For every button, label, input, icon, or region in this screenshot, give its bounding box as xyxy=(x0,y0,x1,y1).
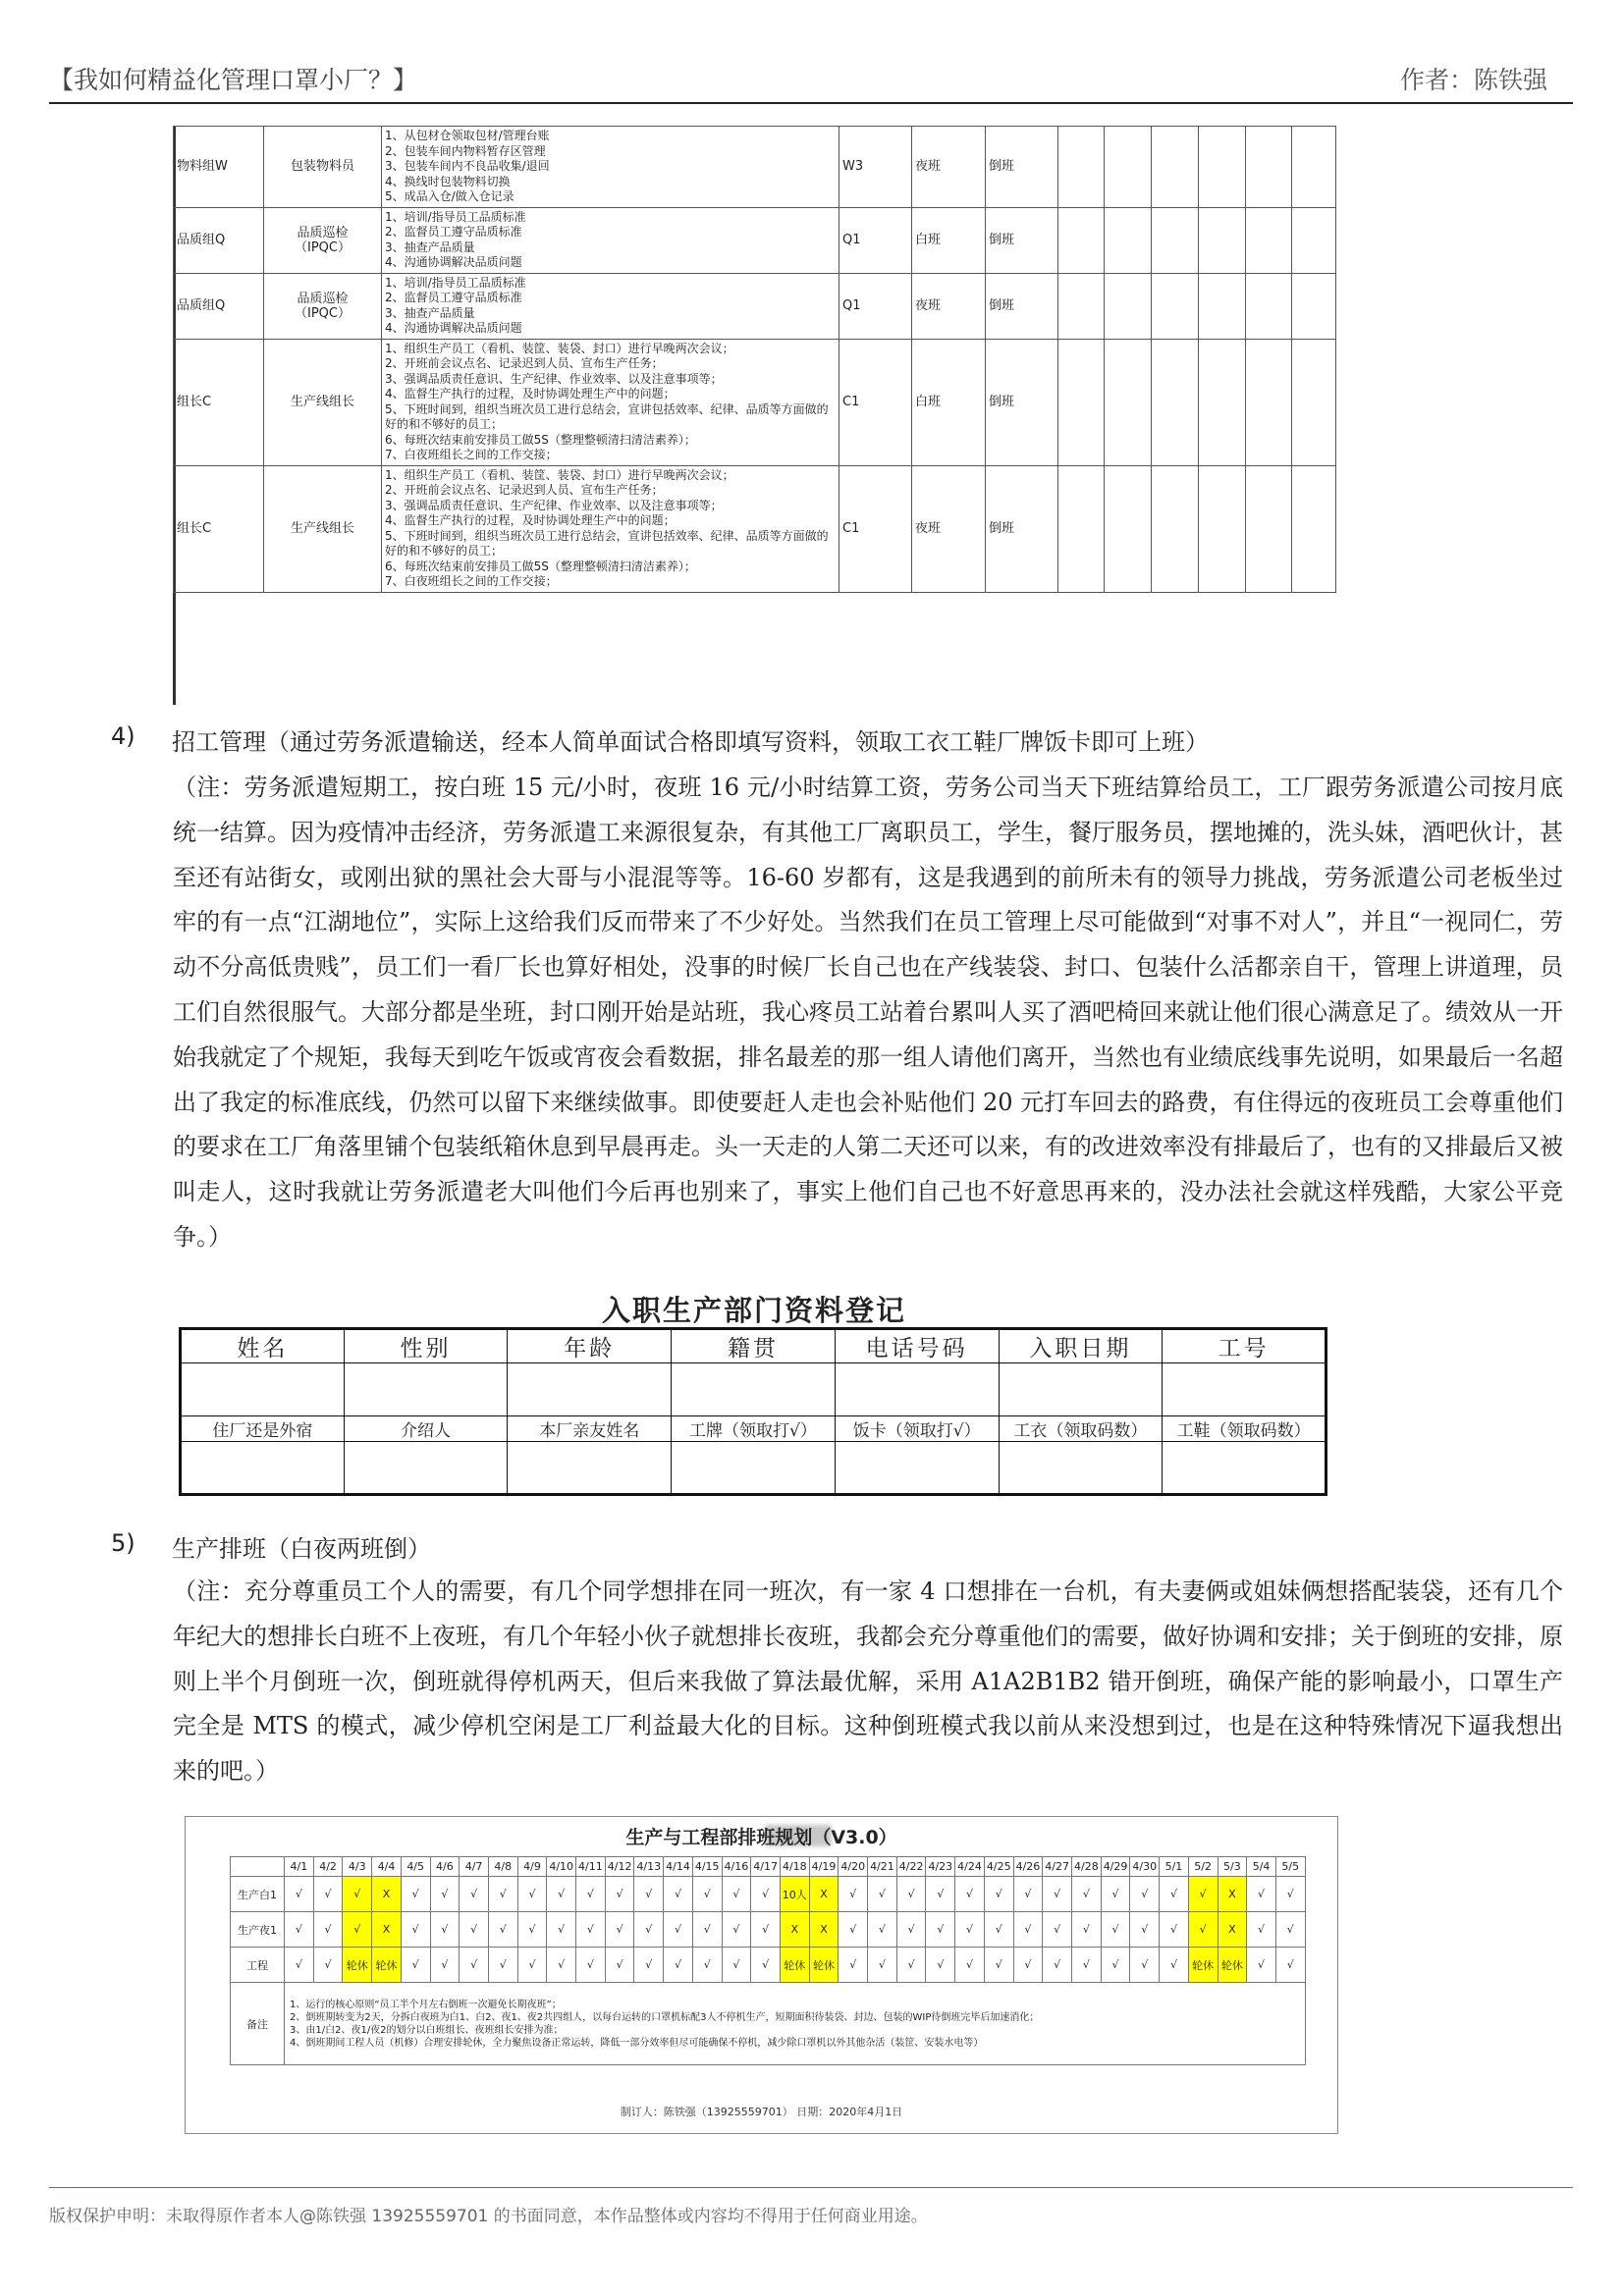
schedule-title: 生产与工程部排班规划（V3.0） xyxy=(625,1827,897,1848)
schedule-cell: √ xyxy=(839,1948,868,1983)
form-column-header: 姓名 xyxy=(181,1329,345,1363)
code-cell: W3 xyxy=(839,127,912,208)
schedule-cell: √ xyxy=(1043,1948,1072,1983)
schedule-cell: √ xyxy=(868,1877,897,1912)
schedule-cell: √ xyxy=(576,1877,606,1912)
rotate-cell: 倒班 xyxy=(986,127,1058,208)
empty-cell xyxy=(1058,339,1105,465)
group-cell: 品质组Q xyxy=(174,273,264,339)
form-blank-cell xyxy=(999,1442,1163,1495)
duty-line: 3、抽查产品质量 xyxy=(385,305,475,320)
schedule-cell: √ xyxy=(1188,1912,1218,1948)
schedule-date-row xyxy=(231,1857,1306,1877)
form-header-row xyxy=(181,1329,1326,1363)
schedule-date: 4/28 xyxy=(1071,1857,1101,1877)
schedule-date: 4/22 xyxy=(896,1857,926,1877)
form-column-header: 工号 xyxy=(1163,1329,1326,1363)
document-title: 【我如何精益化管理口罩小厂？】 xyxy=(49,66,418,94)
schedule-cell: √ xyxy=(722,1948,751,1983)
schedule-cell: √ xyxy=(984,1912,1013,1948)
schedule-date: 4/21 xyxy=(868,1857,897,1877)
code-cell: C1 xyxy=(839,465,912,592)
schedule-note-line: 1、运行的核心原则“员工半个月左右倒班一次避免长期夜班”； xyxy=(290,1999,562,2010)
schedule-date: 5/1 xyxy=(1160,1857,1189,1877)
form-blank-cell xyxy=(835,1363,999,1416)
schedule-cell: √ xyxy=(984,1877,1013,1912)
schedule-date: 4/1 xyxy=(285,1857,314,1877)
schedule-cell: √ xyxy=(1071,1948,1101,1983)
empty-cell xyxy=(1058,273,1105,339)
rotate-cell: 倒班 xyxy=(986,207,1058,273)
empty-cell xyxy=(1246,207,1292,273)
schedule-cell: √ xyxy=(926,1948,955,1983)
schedule-cell: √ xyxy=(313,1948,343,1983)
schedule-cell: √ xyxy=(722,1912,751,1948)
schedule-date: 4/13 xyxy=(634,1857,664,1877)
schedule-cell: √ xyxy=(868,1912,897,1948)
schedule-cell: √ xyxy=(926,1912,955,1948)
schedule-date: 4/9 xyxy=(517,1857,547,1877)
schedule-cell: √ xyxy=(1275,1948,1305,1983)
schedule-date: 4/29 xyxy=(1101,1857,1130,1877)
section-number: 5) xyxy=(111,1529,135,1557)
section-title: 生产排班（白夜两班倒） xyxy=(172,1535,431,1563)
schedule-cell: √ xyxy=(751,1948,781,1983)
form-blank-cell xyxy=(999,1363,1163,1416)
role-cell: 包装物料员 xyxy=(264,127,382,208)
schedule-note-line: 2、倒班期转变为2天，分拆白夜班为白1、白2、夜1、夜2共四组人，以每台运转的口罩机标配3人不停机生产，短期面积待装袋、封边、包装的WIP待倒班完毕后加速消化； xyxy=(290,2011,1040,2023)
schedule-cell: √ xyxy=(896,1877,926,1912)
form-column-header: 工衣（领取码数） xyxy=(999,1416,1163,1442)
schedule-cell: √ xyxy=(1013,1912,1043,1948)
schedule-cell: √ xyxy=(547,1877,576,1912)
schedule-date: 4/15 xyxy=(692,1857,722,1877)
schedule-cell: √ xyxy=(896,1912,926,1948)
empty-cell xyxy=(1058,127,1105,208)
schedule-date: 4/14 xyxy=(664,1857,693,1877)
schedule-cell: √ xyxy=(1160,1912,1189,1948)
schedule-date: 4/26 xyxy=(1013,1857,1043,1877)
duty-line: 1、组织生产员工（看机、装筐、装袋、封口）进行早晚两次会议； xyxy=(385,467,734,482)
schedule-row-label: 工程 xyxy=(231,1948,285,1983)
schedule-cell: √ xyxy=(1247,1948,1276,1983)
duty-line: 4、监督生产执行的过程，及时协调处理生产中的问题； xyxy=(385,387,676,400)
duty-line: 4、沟通协调解决品质问题 xyxy=(385,255,522,269)
duty-line: 1、组织生产员工（看机、装筐、装袋、封口）进行早晚两次会议； xyxy=(385,341,734,355)
schedule-cell: √ xyxy=(751,1912,781,1948)
schedule-cell: √ xyxy=(1101,1948,1130,1983)
schedule-cell: √ xyxy=(285,1877,314,1912)
empty-cell xyxy=(1199,465,1246,592)
schedule-notes-row xyxy=(231,1983,1306,2065)
role-cell: 品质巡检 （IPQC） xyxy=(264,273,382,339)
schedule-cell: √ xyxy=(285,1912,314,1948)
form-blank-cell xyxy=(672,1363,836,1416)
empty-cell xyxy=(1292,207,1336,273)
schedule-cell: √ xyxy=(460,1877,489,1912)
page-header xyxy=(49,61,1573,104)
schedule-cell: √ xyxy=(313,1912,343,1948)
schedule-cell: √ xyxy=(1071,1877,1101,1912)
schedule-notes-label: 备注 xyxy=(231,1983,285,2065)
document-author: 作者：陈铁强 xyxy=(1399,66,1547,94)
schedule-cell: √ xyxy=(1101,1912,1130,1948)
form-column-header: 入职日期 xyxy=(999,1329,1163,1363)
role-cell: 生产线组长 xyxy=(264,339,382,465)
form-blank-cell xyxy=(1163,1363,1326,1416)
duty-line: 1、培训/指导员工品质标准 xyxy=(385,275,526,290)
empty-cell xyxy=(1105,465,1152,592)
schedule-date: 5/5 xyxy=(1275,1857,1305,1877)
schedule-cell: √ xyxy=(547,1948,576,1983)
duty-line: 5、成品入仓/做入仓记录 xyxy=(385,189,514,203)
schedule-cell: √ xyxy=(460,1948,489,1983)
empty-cell xyxy=(1199,127,1246,208)
schedule-cell: 轮休 xyxy=(780,1948,809,1983)
duties-cell xyxy=(382,207,839,273)
schedule-row xyxy=(231,1877,1306,1912)
schedule-cell: √ xyxy=(1275,1877,1305,1912)
empty-cell xyxy=(1246,127,1292,208)
schedule-cell: √ xyxy=(692,1877,722,1912)
group-cell: 品质组Q xyxy=(174,207,264,273)
schedule-date: 4/17 xyxy=(751,1857,781,1877)
schedule-cell: √ xyxy=(343,1877,372,1912)
schedule-cell: √ xyxy=(1275,1912,1305,1948)
schedule-date: 5/2 xyxy=(1188,1857,1218,1877)
shift-cell: 夜班 xyxy=(912,273,986,339)
group-cell: 物料组W xyxy=(174,127,264,208)
schedule-cell: √ xyxy=(664,1912,693,1948)
empty-cell xyxy=(1292,273,1336,339)
schedule-cell: √ xyxy=(1247,1912,1276,1948)
duty-line: 1、培训/指导员工品质标准 xyxy=(385,209,526,224)
empty-cell xyxy=(1105,273,1152,339)
schedule-cell: √ xyxy=(1043,1877,1072,1912)
group-cell: 组长C xyxy=(174,465,264,592)
empty-cell xyxy=(1152,273,1199,339)
form-entry-row xyxy=(181,1363,1326,1416)
empty-cell xyxy=(1105,207,1152,273)
schedule-cell: X xyxy=(809,1912,839,1948)
schedule-cell: √ xyxy=(401,1877,430,1912)
schedule-cell: 轮休 xyxy=(343,1948,372,1983)
duty-line: 2、开班前会议点名、记录迟到人员、宣布生产任务； xyxy=(385,356,664,370)
schedule-cell: √ xyxy=(517,1877,547,1912)
empty-cell xyxy=(1246,465,1292,592)
duty-line: 3、包装车间内不良品收集/退回 xyxy=(385,159,550,173)
empty-cell xyxy=(1199,273,1246,339)
duty-line: 1、从包材仓领取包材/管理台账 xyxy=(385,129,550,142)
empty-cell xyxy=(1246,273,1292,339)
schedule-cell: √ xyxy=(1130,1948,1160,1983)
schedule-date: 4/11 xyxy=(576,1857,606,1877)
schedule-row-label: 生产白1 xyxy=(231,1877,285,1912)
form-blank-cell xyxy=(181,1363,345,1416)
empty-cell xyxy=(1152,339,1199,465)
schedule-cell: 轮休 xyxy=(1218,1948,1247,1983)
schedule-cell: 轮休 xyxy=(1188,1948,1218,1983)
duty-line: 6、每班次结束前安排员工做5S（整理整顿清扫清洁素养）； xyxy=(385,432,696,447)
schedule-footer: 制订人：陈铁强（13925559701） 日期：2020年4月1日 xyxy=(620,2106,903,2118)
schedule-date: 4/25 xyxy=(984,1857,1013,1877)
schedule-note-line: 4、倒班期间工程人员（机修）合理安排轮休，全力聚焦设备正常运转，降低一部分效率但尽可能确保不停机，减少除口罩机以外其他杂活（装筐、安装水电等） xyxy=(290,2037,984,2049)
schedule-cell: √ xyxy=(488,1948,517,1983)
empty-cell xyxy=(1292,127,1336,208)
rotate-cell: 倒班 xyxy=(986,273,1058,339)
schedule-cell: √ xyxy=(576,1948,606,1983)
group-cell: 组长C xyxy=(174,339,264,465)
duty-line: 2、包装车间内物料暂存区管理 xyxy=(385,143,546,158)
schedule-note-line: 3、由1/白2、夜1/夜2的划分以白班组长、夜班组长安排为准； xyxy=(290,2024,564,2036)
schedule-cell: √ xyxy=(1013,1877,1043,1912)
schedule-cell: √ xyxy=(401,1912,430,1948)
schedule-cell: √ xyxy=(692,1912,722,1948)
schedule-date: 4/6 xyxy=(430,1857,460,1877)
form-blank-cell xyxy=(344,1442,508,1495)
schedule-cell: √ xyxy=(605,1912,634,1948)
empty-cell xyxy=(1246,339,1292,465)
duty-line: 4、监督生产执行的过程，及时协调处理生产中的问题； xyxy=(385,513,676,527)
rotate-cell: 倒班 xyxy=(986,465,1058,592)
form-column-header: 本厂亲友姓名 xyxy=(508,1416,672,1442)
schedule-cell: √ xyxy=(1188,1877,1218,1912)
shift-schedule-image xyxy=(185,1816,1338,2134)
section-5-body: （注：充分尊重员工个人的需要，有几个同学想排在同一班次，有一家 4 口想排在一台机，有夫妻俩或姐妹俩想搭配装袋，还有几个年纪大的想排长白班不上夜班，有几个年轻小伙子就想排长夜班，我都会充分尊重他们的需要，做好协调和安排；关于倒班的安排，原则上半个月倒班一次，倒班就得停机两天，但后来我做了算法最优解，采用 A1A2B1B2 错开倒班，确保产能的影响最小，口罩生产完全是 MTS 的模式，减少停机空闲是工厂利益最大化的目标。这种倒班模式我以前从来没想到过，也是在这种特殊情况下逼我想出来的吧。） xyxy=(173,1577,1563,1786)
role-cell: 品质巡检 （IPQC） xyxy=(264,207,382,273)
duty-line: 2、监督员工遵守品质标准 xyxy=(385,225,522,239)
schedule-date: 4/12 xyxy=(605,1857,634,1877)
schedule-cell: √ xyxy=(517,1948,547,1983)
code-cell: Q1 xyxy=(839,207,912,273)
schedule-row-label: 生产夜1 xyxy=(231,1912,285,1948)
schedule-cell: √ xyxy=(634,1912,664,1948)
shift-cell: 白班 xyxy=(912,207,986,273)
schedule-cell: √ xyxy=(634,1877,664,1912)
schedule-cell: √ xyxy=(926,1877,955,1912)
schedule-date: 4/5 xyxy=(401,1857,430,1877)
section-4-body: （注：劳务派遣短期工，按白班 15 元/小时，夜班 16 元/小时结算工资，劳务公司当天下班结算给员工，工厂跟劳务派遣公司按月底统一结算。因为疫情冲击经济，劳务派遣工来源很复杂，有其他工厂离职员工，学生，餐厅服务员，摆地摊的，洗头妹，酒吧伙计，甚至还有站街女，或刚出狱的黑社会大哥与小混混等等。16-60 岁都有，这是我遇到的前所未有的领导力挑战，劳务派遣公司老板坐过牢的有一点“江湖地位”，实际上这给我们反而带来了不少好处。当然我们在员工管理上尽可能做到“对事不对人”，并且“一视同仁，劳动不分高低贵贱”，员工们一看厂长也算好相处，没事的时候厂长自己也在产线装袋、封口、包装什么活都亲自干，管理上讲道理，员工们自然很服气。大部分都是坐班，封口刚开始是站班，我心疼员工站着台累叫人买了酒吧椅回来就让他们很心满意足了。绩效从一开始我就定了个规矩，我每天到吃午饭或宵夜会看数据，排名最差的那一组人请他们离开，当然也有业绩底线事先说明，如果最后一名超出了我定的标准底线，仍然可以留下来继续做事。即使要赶人走也会补贴他们 20 元打车回去的路费，有住得远的夜班员工会尊重他们的要求在工厂角落里铺个包装纸箱休息到早晨再走。头一天走的人第二天还可以来，有的改进效率没有排最后了，也有的又排最后又被叫走人，这时我就让劳务派遣老大叫他们今后再也别来了，事实上他们自己也不好意思再来的，没办法社会就这样残酷，大家公平竞争。） xyxy=(173,774,1563,1251)
schedule-cell: √ xyxy=(1247,1877,1276,1912)
job-table-row xyxy=(174,127,1336,208)
schedule-cell: √ xyxy=(1013,1948,1043,1983)
schedule-cell: 轮休 xyxy=(809,1948,839,1983)
schedule-cell: √ xyxy=(692,1948,722,1983)
registration-form-title: 入职生产部门资料登记 xyxy=(601,1294,906,1327)
form-column-header: 籍贯 xyxy=(672,1329,836,1363)
empty-cell xyxy=(1292,339,1336,465)
schedule-cell: √ xyxy=(605,1948,634,1983)
schedule-cell: √ xyxy=(313,1877,343,1912)
form-column-header: 电话号码 xyxy=(835,1329,999,1363)
form-column-header: 住厂还是外宿 xyxy=(181,1416,345,1442)
schedule-cell: √ xyxy=(488,1912,517,1948)
duty-line: 2、监督员工遵守品质标准 xyxy=(385,291,522,304)
job-table-row xyxy=(174,207,1336,273)
schedule-cell: X xyxy=(809,1877,839,1912)
schedule-date: 5/3 xyxy=(1218,1857,1247,1877)
shift-cell: 夜班 xyxy=(912,127,986,208)
schedule-cell: 10人 xyxy=(780,1877,809,1912)
schedule-cell: √ xyxy=(955,1877,985,1912)
duty-line: 7、白夜班组长之间的工作交接； xyxy=(385,448,558,461)
schedule-corner-cell xyxy=(231,1857,285,1877)
schedule-cell: √ xyxy=(955,1912,985,1948)
empty-cell xyxy=(1152,127,1199,208)
form-blank-cell xyxy=(1163,1442,1326,1495)
schedule-cell: √ xyxy=(285,1948,314,1983)
schedule-cell: X xyxy=(1218,1912,1247,1948)
schedule-cell: √ xyxy=(343,1912,372,1948)
schedule-cell: √ xyxy=(430,1948,460,1983)
schedule-cell: X xyxy=(372,1877,402,1912)
schedule-cell: √ xyxy=(839,1912,868,1948)
empty-cell xyxy=(1105,339,1152,465)
form-blank-cell xyxy=(672,1442,836,1495)
schedule-cell: X xyxy=(1218,1877,1247,1912)
schedule-cell: √ xyxy=(1071,1912,1101,1948)
schedule-cell: √ xyxy=(517,1912,547,1948)
copyright-footer: 版权保护申明：未取得原作者本人@陈铁强 13925559701 的书面同意，本作品整体或内容均不得用于任何商业用途。 xyxy=(49,2187,1573,2226)
schedule-cell: X xyxy=(780,1912,809,1948)
section-title: 招工管理（通过劳务派遣输送，经本人简单面试合格即填写资料，领取工衣工鞋厂牌饭卡即可上班） xyxy=(172,728,1209,756)
schedule-cell: √ xyxy=(401,1948,430,1983)
form-header-row xyxy=(181,1416,1326,1442)
schedule-date: 4/4 xyxy=(372,1857,402,1877)
schedule-date: 4/27 xyxy=(1043,1857,1072,1877)
schedule-cell: √ xyxy=(460,1912,489,1948)
form-column-header: 饭卡（领取打√） xyxy=(835,1416,999,1442)
schedule-date: 4/16 xyxy=(722,1857,751,1877)
schedule-cell: √ xyxy=(896,1948,926,1983)
schedule-table xyxy=(230,1856,1306,2065)
form-blank-cell xyxy=(508,1442,672,1495)
duty-line: 3、抽查产品质量 xyxy=(385,240,475,254)
form-entry-row xyxy=(181,1442,1326,1495)
duty-line: 5、下班时间到，组织当班次员工进行总结会，宣讲包括效率、纪律、品质等方面做的好的和不够好的员工； xyxy=(385,401,829,431)
duty-line: 4、换线时包装物料切换 xyxy=(385,174,511,188)
section-number: 4) xyxy=(111,722,135,750)
duties-cell xyxy=(382,339,839,465)
form-column-header: 年龄 xyxy=(508,1329,672,1363)
duty-line: 7、白夜班组长之间的工作交接； xyxy=(385,574,558,588)
schedule-cell: 轮休 xyxy=(372,1948,402,1983)
code-cell: Q1 xyxy=(839,273,912,339)
form-blank-cell xyxy=(344,1363,508,1416)
job-table-row xyxy=(174,339,1336,465)
schedule-cell: √ xyxy=(955,1948,985,1983)
duties-cell xyxy=(382,465,839,592)
form-column-header: 工牌（领取打√） xyxy=(672,1416,836,1442)
schedule-date: 4/7 xyxy=(460,1857,489,1877)
duty-line: 4、沟通协调解决品质问题 xyxy=(385,321,522,335)
schedule-row xyxy=(231,1948,1306,1983)
form-column-header: 介绍人 xyxy=(344,1416,508,1442)
schedule-notes xyxy=(285,1983,1306,2065)
schedule-cell: √ xyxy=(430,1912,460,1948)
duty-line: 6、每班次结束前安排员工做5S（整理整顿清扫清洁素养）； xyxy=(385,559,696,573)
empty-cell xyxy=(1058,465,1105,592)
schedule-cell: √ xyxy=(576,1912,606,1948)
form-blank-cell xyxy=(181,1442,345,1495)
duty-line: 2、开班前会议点名、记录迟到人员、宣布生产任务； xyxy=(385,483,664,497)
schedule-cell: √ xyxy=(488,1877,517,1912)
schedule-date: 4/8 xyxy=(488,1857,517,1877)
duties-cell xyxy=(382,127,839,208)
duty-line: 3、强调品质责任意识、生产纪律、作业效率、以及注意事项等； xyxy=(385,498,723,512)
form-column-header: 性别 xyxy=(344,1329,508,1363)
empty-cell xyxy=(1152,207,1199,273)
schedule-cell: √ xyxy=(664,1948,693,1983)
schedule-cell: √ xyxy=(634,1948,664,1983)
form-column-header: 工鞋（领取码数） xyxy=(1163,1416,1326,1442)
schedule-row xyxy=(231,1912,1306,1948)
schedule-date: 4/24 xyxy=(955,1857,985,1877)
role-cell: 生产线组长 xyxy=(264,465,382,592)
schedule-cell: √ xyxy=(1101,1877,1130,1912)
schedule-date: 4/19 xyxy=(809,1857,839,1877)
schedule-date: 4/10 xyxy=(547,1857,576,1877)
schedule-date: 4/20 xyxy=(839,1857,868,1877)
job-responsibility-table xyxy=(173,126,1336,593)
form-blank-cell xyxy=(835,1442,999,1495)
shift-cell: 白班 xyxy=(912,339,986,465)
duties-cell xyxy=(382,273,839,339)
schedule-cell: √ xyxy=(751,1877,781,1912)
schedule-cell: √ xyxy=(1160,1948,1189,1983)
schedule-date: 4/18 xyxy=(780,1857,809,1877)
shift-cell: 夜班 xyxy=(912,465,986,592)
code-cell: C1 xyxy=(839,339,912,465)
schedule-cell: √ xyxy=(664,1877,693,1912)
schedule-cell: √ xyxy=(722,1877,751,1912)
empty-cell xyxy=(1199,207,1246,273)
schedule-cell: √ xyxy=(547,1912,576,1948)
duty-line: 3、强调品质责任意识、生产纪律、作业效率、以及注意事项等； xyxy=(385,371,723,386)
empty-cell xyxy=(1105,127,1152,208)
rotate-cell: 倒班 xyxy=(986,339,1058,465)
schedule-cell: √ xyxy=(984,1948,1013,1983)
schedule-date: 5/4 xyxy=(1247,1857,1276,1877)
schedule-cell: √ xyxy=(1130,1877,1160,1912)
empty-cell xyxy=(1292,465,1336,592)
form-blank-cell xyxy=(508,1363,672,1416)
schedule-cell: √ xyxy=(868,1948,897,1983)
registration-form xyxy=(179,1327,1327,1496)
job-table-row xyxy=(174,465,1336,592)
schedule-cell: √ xyxy=(1043,1912,1072,1948)
schedule-cell: √ xyxy=(1160,1877,1189,1912)
schedule-cell: √ xyxy=(839,1877,868,1912)
empty-cell xyxy=(1199,339,1246,465)
schedule-cell: √ xyxy=(1130,1912,1160,1948)
duty-line: 5、下班时间到，组织当班次员工进行总结会，宣讲包括效率、纪律、品质等方面做的好的和不够好的员工； xyxy=(385,528,829,558)
schedule-cell: X xyxy=(372,1912,402,1948)
job-table-row xyxy=(174,273,1336,339)
schedule-date: 4/23 xyxy=(926,1857,955,1877)
schedule-date: 4/2 xyxy=(313,1857,343,1877)
empty-cell xyxy=(1152,465,1199,592)
schedule-date: 4/3 xyxy=(343,1857,372,1877)
empty-cell xyxy=(1058,207,1105,273)
schedule-cell: √ xyxy=(430,1877,460,1912)
schedule-cell: √ xyxy=(605,1877,634,1912)
schedule-date: 4/30 xyxy=(1130,1857,1160,1877)
